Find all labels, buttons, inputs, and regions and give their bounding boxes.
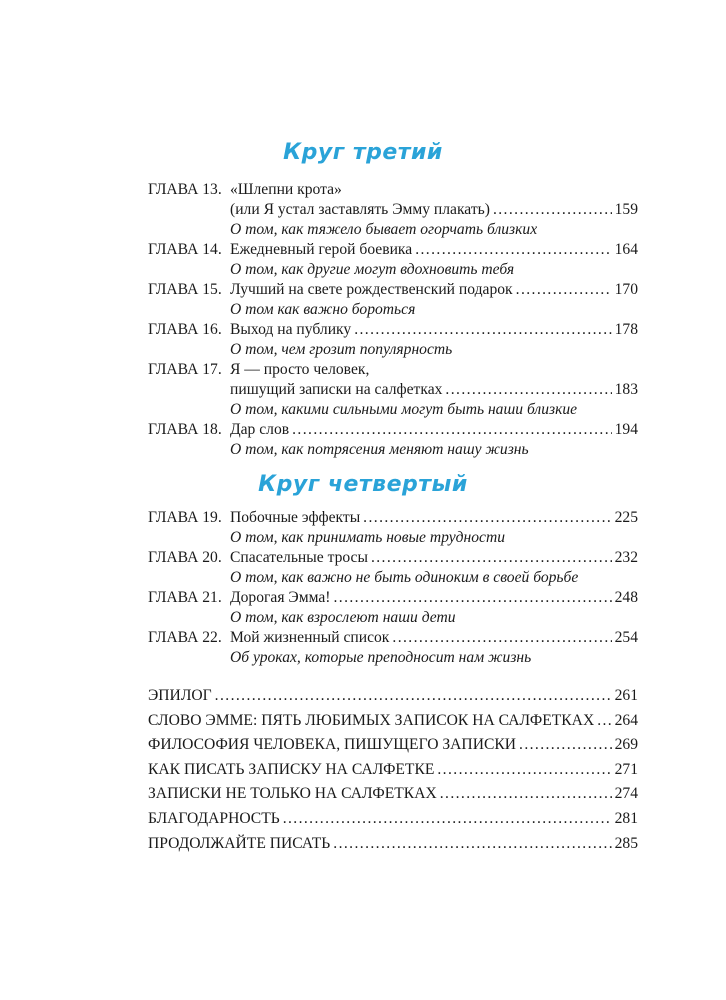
chapter-label: ГЛАВА 15.	[148, 281, 222, 298]
chapter-description: О том, как важно не быть одиноким в своей борьбе	[230, 569, 579, 586]
toc-entry[interactable]	[148, 320, 638, 360]
chapter-title: Мой жизненный список	[230, 629, 390, 646]
chapter-description: О том, как принимать новые трудности	[230, 529, 506, 546]
dot-leader	[415, 240, 611, 260]
chapter-description: Об уроках, которые преподносит нам жизнь	[230, 649, 532, 666]
toc-entry-line	[148, 508, 638, 528]
chapter-title: Я — просто человек,	[230, 361, 370, 378]
backmatter-title: СЛОВО ЭММЕ: ПЯТЬ ЛЮБИМЫХ ЗАПИСОК НА САЛФЕТКАХ	[148, 711, 595, 729]
chapter-title: Побочные эффекты	[230, 509, 361, 526]
toc-section-4	[148, 508, 638, 668]
toc-entry[interactable]	[148, 240, 638, 280]
dot-leader	[215, 684, 612, 709]
toc-entry-line	[148, 548, 638, 568]
page-number: 183	[614, 381, 638, 398]
dot-leader	[440, 782, 612, 807]
toc-entry[interactable]	[148, 628, 638, 668]
toc-entry-line	[148, 380, 638, 400]
backmatter-entry[interactable]	[148, 709, 638, 734]
chapter-description: О том, какими сильными могут быть наши близкие	[230, 401, 578, 418]
chapter-title: Ежедневный герой боевика	[230, 241, 413, 258]
dot-leader	[354, 320, 611, 340]
toc-entry-line	[148, 180, 638, 200]
page-number: 194	[614, 421, 638, 438]
backmatter-entry[interactable]	[148, 684, 638, 709]
chapter-description-line	[148, 300, 638, 320]
toc-entry-line	[148, 360, 638, 380]
backmatter-title: ФИЛОСОФИЯ ЧЕЛОВЕКА, ПИШУЩЕГО ЗАПИСКИ	[148, 736, 517, 754]
page-number: 232	[614, 549, 638, 566]
backmatter-entry[interactable]	[148, 807, 638, 832]
chapter-description-line	[148, 220, 638, 240]
chapter-label: ГЛАВА 18.	[148, 421, 222, 438]
chapter-description-line	[148, 440, 638, 460]
chapter-description: О том как важно бороться	[230, 301, 416, 318]
chapter-description: О том, как тяжело бывает огорчать близких	[230, 221, 538, 238]
backmatter-title: БЛАГОДАРНОСТЬ	[148, 809, 280, 827]
page-number: 254	[614, 629, 638, 646]
chapter-label: ГЛАВА 22.	[148, 629, 222, 646]
backmatter-title: ЗАПИСКИ НЕ ТОЛЬКО НА САЛФЕТКАХ	[148, 785, 437, 803]
toc-section-3	[148, 180, 638, 460]
chapter-description: О том, как взрослеют наши дети	[230, 609, 456, 626]
toc-entry-line	[148, 588, 638, 608]
backmatter-title: ЭПИЛОГ	[148, 687, 212, 704]
page-number: 264	[614, 711, 638, 729]
dot-leader	[392, 628, 611, 648]
toc-entry[interactable]	[148, 420, 638, 460]
chapter-description-line	[148, 400, 638, 420]
toc-entry-line	[148, 280, 638, 300]
page-number: 164	[614, 241, 638, 258]
toc-entry[interactable]	[148, 588, 638, 628]
toc-entry-line	[148, 200, 638, 220]
chapter-label: ГЛАВА 16.	[148, 321, 222, 338]
chapter-description-line	[148, 568, 638, 588]
page-number: 261	[614, 687, 638, 704]
dot-leader	[363, 508, 611, 528]
chapter-description: О том, как потрясения меняют нашу жизнь	[230, 441, 529, 458]
page-number: 159	[614, 201, 638, 218]
backmatter-title: КАК ПИСАТЬ ЗАПИСКУ НА САЛФЕТКЕ	[148, 760, 435, 778]
backmatter-entry[interactable]	[148, 832, 638, 857]
chapter-description: О том, как другие могут вдохновить тебя	[230, 261, 515, 278]
chapter-description-line	[148, 340, 638, 360]
chapter-label: ГЛАВА 21.	[148, 589, 222, 606]
dot-leader	[597, 709, 611, 734]
chapter-title: Дар слов	[230, 421, 290, 438]
toc-entry[interactable]	[148, 280, 638, 320]
backmatter-entry[interactable]	[148, 733, 638, 758]
chapter-label: ГЛАВА 13.	[148, 181, 222, 198]
chapter-description-line	[148, 528, 638, 548]
dot-leader	[292, 420, 611, 440]
section-title-circle-4: Круг четвертый	[258, 472, 468, 497]
chapter-title: Спасательные тросы	[230, 549, 368, 566]
chapter-label: ГЛАВА 19.	[148, 509, 222, 526]
dot-leader	[516, 280, 612, 300]
page-number: 178	[614, 321, 638, 338]
chapter-label: ГЛАВА 17.	[148, 361, 222, 378]
chapter-title: «Шлепни крота»	[230, 181, 342, 198]
page-number: 271	[614, 760, 638, 778]
chapter-description: О том, чем грозит популярность	[230, 341, 453, 358]
chapter-title: Дорогая Эмма!	[230, 589, 331, 606]
backmatter-entry[interactable]	[148, 782, 638, 807]
toc-backmatter	[148, 684, 638, 856]
dot-leader	[519, 733, 612, 758]
chapter-description-line	[148, 260, 638, 280]
toc-entry[interactable]	[148, 180, 638, 240]
page-number: 248	[614, 589, 638, 606]
dot-leader	[445, 380, 611, 400]
page-number: 225	[614, 509, 638, 526]
toc-entry[interactable]	[148, 360, 638, 420]
section-title-circle-3: Круг третий	[283, 140, 443, 165]
chapter-description-line	[148, 648, 638, 668]
dot-leader	[333, 832, 611, 857]
dot-leader	[333, 588, 611, 608]
dot-leader	[437, 758, 611, 783]
toc-entry-line	[148, 320, 638, 340]
page-number: 269	[614, 736, 638, 754]
dot-leader	[493, 200, 612, 220]
toc-entry[interactable]	[148, 548, 638, 588]
backmatter-title: ПРОДОЛЖАЙТЕ ПИСАТЬ	[148, 834, 331, 852]
chapter-title: Выход на публику	[230, 321, 352, 338]
toc-entry[interactable]	[148, 508, 638, 548]
dot-leader	[371, 548, 612, 568]
page-number: 274	[614, 785, 638, 803]
chapter-label: ГЛАВА 14.	[148, 241, 222, 258]
toc-entry-line	[148, 240, 638, 260]
backmatter-entry[interactable]	[148, 758, 638, 783]
page-number: 170	[614, 281, 638, 298]
chapter-title: (или Я устал заставлять Эмму плакать)	[230, 201, 490, 218]
toc-entry-line	[148, 628, 638, 648]
dot-leader	[283, 807, 612, 832]
chapter-label: ГЛАВА 20.	[148, 549, 222, 566]
page-number: 285	[614, 834, 638, 852]
page-number: 281	[614, 809, 638, 827]
chapter-title: Лучший на свете рождественский подарок	[230, 281, 513, 298]
toc-entry-line	[148, 420, 638, 440]
chapter-description-line	[148, 608, 638, 628]
chapter-title: пишущий записки на салфетках	[230, 381, 443, 398]
